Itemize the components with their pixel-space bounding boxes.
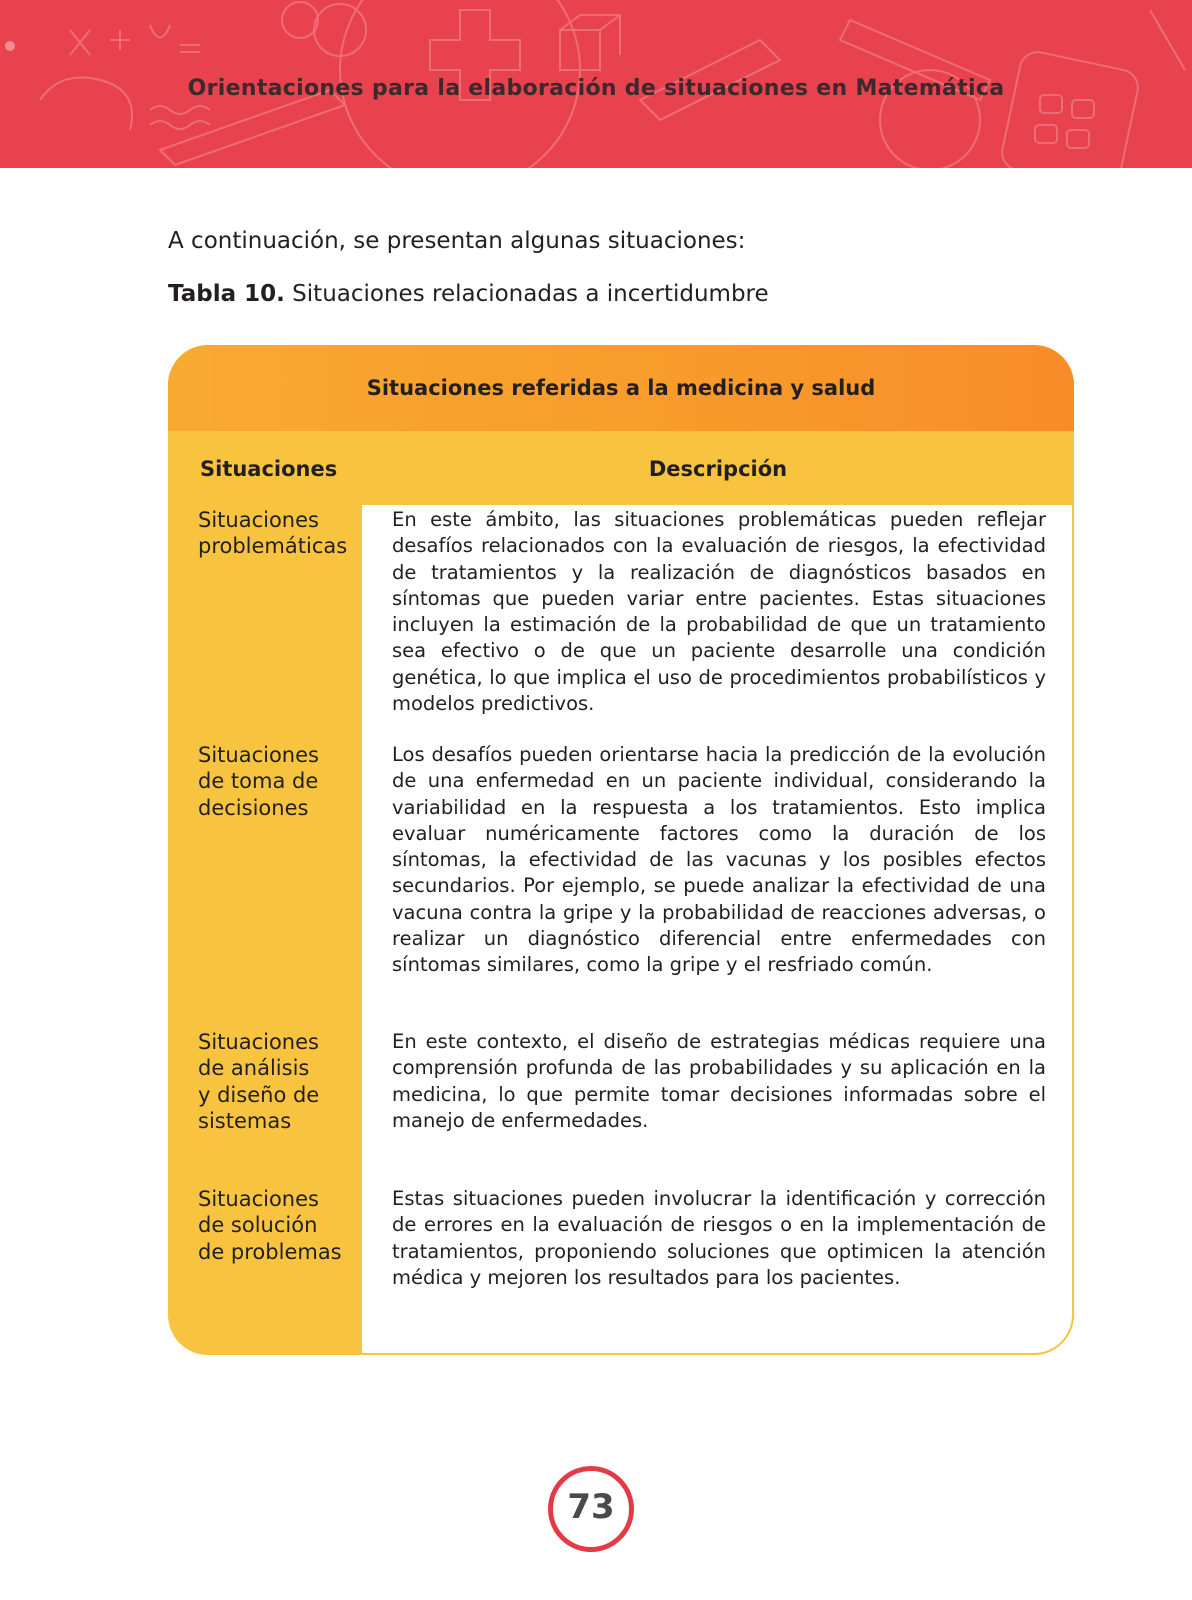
situation-label: Situaciones de solución de problemas	[198, 1187, 342, 1264]
situation-label: Situaciones de análisis y diseño de sistemas	[198, 1030, 320, 1133]
situation-description: Los desafíos pueden orientarse hacia la predicción de la evolución de una enfermedad en un paciente individual, considerando la variabilidad en la respuesta a los tratamientos. Esto implica evaluar numéricamente factores como la duración de los síntomas, la efectividad de las vacunas y los posibles efectos secundarios. Por ejemplo, se puede analizar la efectividad de una vacuna contra la gripe y la probabilidad de reacciones adversas, o realizar un diagnóstico diferencial entre enfermedades con síntomas similares, como la gripe y el resfriado común.	[392, 743, 1046, 977]
column-header-description: Descripción	[648, 457, 788, 481]
situations-table	[168, 345, 1074, 1355]
situation-label: Situaciones de toma de decisiones	[198, 743, 319, 820]
page-header	[0, 0, 1192, 168]
table-caption-text: Situaciones relacionadas a incertidumbre	[284, 281, 769, 307]
intro-text: A continuación, se presentan algunas situaciones:	[168, 228, 746, 254]
header-title: Orientaciones para la elaboración de situaciones en Matemática	[187, 76, 1005, 101]
situation-description: Estas situaciones pueden involucrar la identificación y corrección de errores en la evaluación de riesgos o en la implementación de tratamientos, proponiendo soluciones que optimicen la atención médica y mejoren los resultados para los pacientes.	[392, 1187, 1046, 1289]
table-caption	[168, 281, 769, 307]
page-number-badge	[548, 1466, 634, 1552]
situation-label: Situaciones problemáticas	[198, 508, 348, 559]
situation-description: En este contexto, el diseño de estrategias médicas requiere una comprensión profunda de las probabilidades y su aplicación en la medicina, lo que permite tomar decisiones informadas sobre el manejo de enfermedades.	[392, 1030, 1046, 1132]
table-title: Situaciones referidas a la medicina y salud	[366, 376, 876, 400]
table-caption-label: Tabla 10.	[168, 281, 285, 307]
situation-description: En este ámbito, las situaciones problemáticas pueden reflejar desafíos relacionados con la evaluación de riesgos, la efectividad de tratamientos y la realización de diagnósticos basados en síntomas que pueden variar entre pacientes. Estas situaciones incluyen la estimación de la probabilidad de que un tratamiento sea efectivo o de que un paciente desarrolle una condición genética, lo que implica el uso de procedimientos probabilísticos y modelos predictivos.	[392, 508, 1046, 716]
column-header-situations: Situaciones	[200, 457, 338, 481]
page-number: 73	[567, 1487, 615, 1527]
table-title-bar	[168, 345, 1074, 431]
